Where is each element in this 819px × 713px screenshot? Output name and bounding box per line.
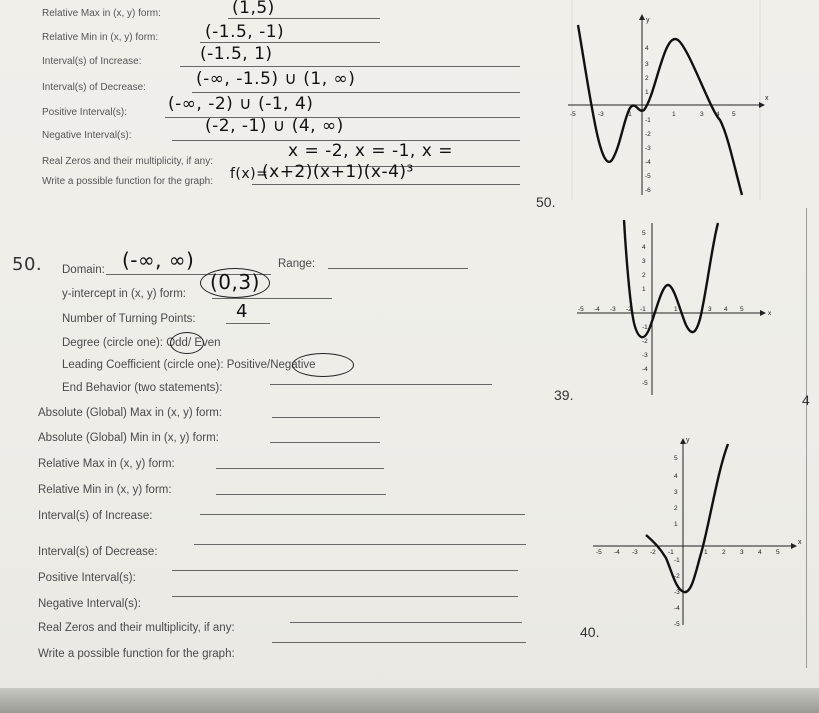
odd-circle bbox=[170, 332, 204, 354]
graph-number-39: 39. bbox=[554, 387, 574, 403]
end-behavior-label: End Behavior (two statements): bbox=[62, 382, 223, 394]
answer-function-prefix: f(x)= bbox=[230, 166, 269, 182]
top-row-zeros bbox=[42, 156, 213, 167]
y-tick: 2 bbox=[645, 75, 649, 82]
bottom-row-function: Write a possible function for the graph: bbox=[38, 648, 235, 660]
label: Negative Interval(s): bbox=[42, 130, 132, 141]
label: Relative Min in (x, y) form: bbox=[42, 32, 159, 43]
x-tick: -3 bbox=[632, 549, 638, 556]
y-tick: 2 bbox=[642, 272, 646, 279]
answer-line bbox=[272, 417, 380, 418]
x-tick: -2 bbox=[650, 549, 656, 556]
answer-yint-circle bbox=[200, 268, 270, 298]
x-tick: -5 bbox=[596, 549, 602, 556]
y-tick: -1 bbox=[642, 324, 648, 331]
answer-line bbox=[252, 184, 520, 185]
problem-number-50: 50. bbox=[12, 254, 43, 275]
x-tick: -4 bbox=[614, 549, 620, 556]
answer-line bbox=[216, 468, 384, 469]
y-tick: -5 bbox=[642, 380, 648, 387]
bottom-row-positive: Positive Interval(s): bbox=[38, 572, 136, 584]
y-axis-label: y bbox=[646, 17, 650, 24]
curve-40 bbox=[646, 444, 728, 592]
x-tick: 1 bbox=[674, 306, 678, 313]
y-tick: 3 bbox=[642, 258, 646, 265]
negative-circle bbox=[292, 353, 354, 377]
y-tick: -2 bbox=[674, 573, 680, 580]
x-tick: 3 bbox=[700, 111, 704, 118]
x-tick: -1 bbox=[640, 306, 646, 313]
degree-separator: / bbox=[187, 337, 192, 349]
answer-line bbox=[200, 514, 525, 515]
x-axis-label: x bbox=[765, 95, 769, 102]
y-tick: 4 bbox=[674, 473, 678, 480]
top-row-rel-max bbox=[42, 8, 161, 19]
x-tick: 3 bbox=[708, 306, 712, 313]
answer-positive: (-∞, -2) ∪ (-1, 4) bbox=[168, 94, 314, 114]
y-tick: 1 bbox=[642, 286, 646, 293]
x-tick: 4 bbox=[724, 306, 728, 313]
answer-function: (x+2)(x+1)(x-4)³ bbox=[262, 162, 414, 182]
y-tick: -3 bbox=[645, 145, 651, 152]
y-tick: -4 bbox=[645, 159, 651, 166]
y-tick: 1 bbox=[645, 89, 649, 96]
y-tick: 5 bbox=[674, 455, 678, 462]
answer-domain: (-∞, ∞) bbox=[122, 248, 195, 272]
answer-yint: (0,3) bbox=[210, 270, 260, 294]
turning-label: Number of Turning Points: bbox=[62, 313, 196, 325]
top-row-increase bbox=[42, 56, 141, 67]
y-tick: -2 bbox=[642, 338, 648, 345]
answer-turning: 4 bbox=[236, 301, 248, 322]
bottom-row-rel-max: Relative Max in (x, y) form: bbox=[38, 458, 175, 470]
y-tick: -2 bbox=[645, 131, 651, 138]
degree-odd[interactable]: Odd bbox=[166, 337, 188, 349]
label: Interval(s) of Decrease: bbox=[42, 82, 146, 93]
x-tick: 1 bbox=[672, 111, 676, 118]
y-tick: -6 bbox=[645, 187, 651, 194]
degree-even[interactable]: Even bbox=[194, 337, 221, 349]
x-tick: 5 bbox=[776, 549, 780, 556]
x-tick: 4 bbox=[758, 549, 762, 556]
answer-line bbox=[212, 298, 332, 299]
x-axis-label: x bbox=[798, 539, 802, 546]
label: Relative Max in (x, y) form: bbox=[42, 8, 161, 19]
y-tick: 3 bbox=[674, 489, 678, 496]
answer-rel-min: (-1.5, -1) bbox=[205, 22, 285, 42]
bottom-row-abs-max: Absolute (Global) Max in (x, y) form: bbox=[38, 407, 223, 419]
graph-number-40: 40. bbox=[580, 624, 600, 640]
x-tick: 1 bbox=[704, 549, 708, 556]
graph-50 bbox=[560, 0, 775, 200]
curve-39 bbox=[624, 220, 718, 337]
answer-line bbox=[290, 622, 522, 623]
y-tick: 1 bbox=[674, 521, 678, 528]
bottom-row-increase: Interval(s) of Increase: bbox=[38, 510, 153, 522]
y-tick: 3 bbox=[645, 61, 649, 68]
x-tick: 3 bbox=[740, 549, 744, 556]
label: Positive Interval(s): bbox=[42, 107, 128, 118]
answer-decrease: (-∞, -1.5) ∪ (1, ∞) bbox=[196, 69, 356, 89]
x-tick: -1 bbox=[626, 111, 632, 118]
y-tick: -5 bbox=[645, 173, 651, 180]
range-label: Range: bbox=[278, 258, 316, 270]
y-tick: -1 bbox=[674, 557, 680, 564]
domain-label: Domain: bbox=[62, 264, 105, 276]
answer-rel-max: (1,5) bbox=[232, 0, 275, 18]
answer-line bbox=[226, 323, 270, 324]
y-tick: -4 bbox=[674, 605, 680, 612]
bottom-row-decrease: Interval(s) of Decrease: bbox=[38, 546, 158, 558]
answer-increase: (-1.5, 1) bbox=[200, 44, 273, 64]
x-tick: 4 bbox=[716, 111, 720, 118]
x-tick: -3 bbox=[598, 111, 604, 118]
answer-line bbox=[200, 42, 380, 43]
y-tick: 4 bbox=[642, 244, 646, 251]
page-fold-line bbox=[806, 208, 807, 668]
curve-50 bbox=[578, 25, 742, 195]
x-tick: -3 bbox=[610, 306, 616, 313]
photo-bottom-edge bbox=[0, 688, 819, 713]
answer-negative: (-2, -1) ∪ (4, ∞) bbox=[205, 116, 344, 136]
graph-number-50: 50. bbox=[536, 194, 556, 210]
answer-line bbox=[194, 544, 526, 545]
y-tick: -4 bbox=[642, 366, 648, 373]
y-axis-label: y bbox=[686, 437, 690, 444]
x-tick: -1 bbox=[668, 549, 674, 556]
x-tick: 5 bbox=[732, 111, 736, 118]
answer-line bbox=[192, 92, 520, 93]
side-number-4: 4 bbox=[802, 392, 810, 408]
x-axis-label: x bbox=[768, 310, 772, 317]
lc-negative[interactable]: Negative bbox=[270, 359, 316, 371]
x-tick: -5 bbox=[578, 306, 584, 313]
graph-40 bbox=[588, 430, 803, 630]
top-row-decrease bbox=[42, 82, 146, 93]
y-tick: 2 bbox=[674, 505, 678, 512]
y-tick: -3 bbox=[642, 352, 648, 359]
x-tick: -4 bbox=[594, 306, 600, 313]
bottom-row-rel-min: Relative Min in (x, y) form: bbox=[38, 484, 172, 496]
y-tick: -3 bbox=[674, 589, 680, 596]
bottom-row-abs-min: Absolute (Global) Min in (x, y) form: bbox=[38, 432, 219, 444]
answer-line bbox=[272, 642, 526, 643]
answer-line bbox=[216, 494, 386, 495]
degree-label: Degree (circle one): bbox=[62, 337, 163, 349]
answer-line bbox=[172, 570, 518, 571]
lc-label: Leading Coefficient (circle one): Positive/ bbox=[62, 359, 271, 371]
y-tick: -1 bbox=[645, 117, 651, 124]
answer-line bbox=[270, 442, 380, 443]
label: Interval(s) of Increase: bbox=[42, 56, 142, 67]
y-tick: -5 bbox=[674, 621, 680, 628]
label: Real Zeros and their multiplicity, if any: bbox=[42, 156, 213, 167]
bottom-row-zeros: Real Zeros and their multiplicity, if any: bbox=[38, 622, 235, 634]
answer-zeros: x = -2, x = -1, x = bbox=[288, 141, 453, 161]
x-tick: -2 bbox=[626, 306, 632, 313]
yint-label: y-intercept in (x, y) form: bbox=[62, 288, 186, 300]
answer-line bbox=[328, 268, 468, 269]
graph-39 bbox=[572, 215, 772, 400]
top-row-function bbox=[42, 176, 213, 187]
top-row-rel-min bbox=[42, 32, 158, 43]
top-row-positive bbox=[42, 107, 127, 118]
bottom-row-negative: Negative Interval(s): bbox=[38, 598, 141, 610]
y-tick: 5 bbox=[642, 230, 646, 237]
x-tick: 2 bbox=[722, 549, 726, 556]
top-row-negative bbox=[42, 130, 131, 141]
y-tick: 4 bbox=[645, 45, 649, 52]
label: Write a possible function for the graph: bbox=[42, 176, 214, 187]
answer-line bbox=[270, 384, 492, 385]
answer-line bbox=[180, 66, 520, 67]
x-tick: -5 bbox=[570, 111, 576, 118]
x-tick: 5 bbox=[740, 306, 744, 313]
lc-row bbox=[62, 359, 316, 371]
answer-line bbox=[228, 18, 380, 19]
answer-line bbox=[172, 596, 518, 597]
